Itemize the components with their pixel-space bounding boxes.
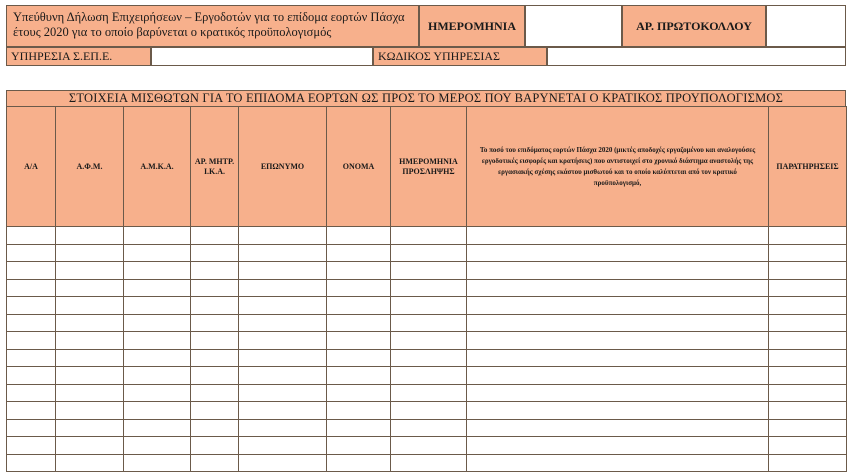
table-row: [7, 244, 847, 262]
table-cell-name[interactable]: [327, 279, 391, 297]
table-cell-amka[interactable]: [124, 349, 191, 367]
table-cell-remarks[interactable]: [769, 262, 847, 280]
table-cell-hire-date[interactable]: [391, 297, 467, 315]
column-header-afm: Α.Φ.Μ.: [56, 107, 124, 227]
table-cell-hire-date[interactable]: [391, 437, 467, 455]
table-cell-remarks[interactable]: [769, 419, 847, 437]
table-cell-aa[interactable]: [7, 454, 56, 472]
table-cell-allowance-amount[interactable]: [467, 227, 769, 245]
table-cell-afm[interactable]: [56, 279, 124, 297]
table-cell-name[interactable]: [327, 314, 391, 332]
table-cell-name[interactable]: [327, 402, 391, 420]
table-cell-aa[interactable]: [7, 402, 56, 420]
table-cell-amka[interactable]: [124, 262, 191, 280]
table-cell-afm[interactable]: [56, 349, 124, 367]
table-cell-hire-date[interactable]: [391, 314, 467, 332]
table-cell-remarks[interactable]: [769, 227, 847, 245]
date-field[interactable]: [525, 5, 622, 47]
table-cell-surname[interactable]: [239, 437, 327, 455]
table-cell-surname[interactable]: [239, 367, 327, 385]
table-cell-aa[interactable]: [7, 332, 56, 350]
table-cell-amka[interactable]: [124, 314, 191, 332]
table-cell-amka[interactable]: [124, 297, 191, 315]
table-cell-hire-date[interactable]: [391, 349, 467, 367]
table-cell-hire-date[interactable]: [391, 384, 467, 402]
table-cell-aa[interactable]: [7, 297, 56, 315]
table-cell-hire-date[interactable]: [391, 454, 467, 472]
table-cell-name[interactable]: [327, 367, 391, 385]
table-cell-surname[interactable]: [239, 384, 327, 402]
table-cell-aa[interactable]: [7, 227, 56, 245]
table-cell-hire-date[interactable]: [391, 262, 467, 280]
form-title: Υπεύθυνη Δήλωση Επιχειρήσεων – Εργοδοτών για το επίδομα εορτών Πάσχα έτους 2020 για το οποίο βαρύνεται ο κρατικός προϋπολογισμός: [6, 5, 419, 47]
table-row: [7, 297, 847, 315]
table-cell-name[interactable]: [327, 297, 391, 315]
table-cell-hire-date[interactable]: [391, 244, 467, 262]
table-cell-afm[interactable]: [56, 419, 124, 437]
table-cell-allowance-amount[interactable]: [467, 244, 769, 262]
table-cell-allowance-amount[interactable]: [467, 437, 769, 455]
table-row: [7, 419, 847, 437]
service-field[interactable]: [151, 47, 373, 66]
table-cell-ika-number[interactable]: [191, 262, 239, 280]
table-cell-hire-date[interactable]: [391, 332, 467, 350]
column-header-amka: Α.Μ.Κ.Α.: [124, 107, 191, 227]
table-row: [7, 332, 847, 350]
table-cell-ika-number[interactable]: [191, 367, 239, 385]
table-cell-hire-date[interactable]: [391, 279, 467, 297]
table-cell-remarks[interactable]: [769, 384, 847, 402]
table-cell-allowance-amount[interactable]: [467, 262, 769, 280]
table-cell-amka[interactable]: [124, 332, 191, 350]
table-cell-remarks[interactable]: [769, 314, 847, 332]
table-cell-name[interactable]: [327, 419, 391, 437]
table-cell-aa[interactable]: [7, 262, 56, 280]
table-cell-amka[interactable]: [124, 454, 191, 472]
table-cell-afm[interactable]: [56, 227, 124, 245]
table-cell-surname[interactable]: [239, 349, 327, 367]
table-cell-allowance-amount[interactable]: [467, 402, 769, 420]
table-cell-ika-number[interactable]: [191, 384, 239, 402]
table-row: [7, 367, 847, 385]
table-cell-surname[interactable]: [239, 244, 327, 262]
table-cell-name[interactable]: [327, 437, 391, 455]
table-row: [7, 402, 847, 420]
table-cell-allowance-amount[interactable]: [467, 279, 769, 297]
table-cell-afm[interactable]: [56, 384, 124, 402]
table-cell-allowance-amount[interactable]: [467, 314, 769, 332]
table-cell-remarks[interactable]: [769, 297, 847, 315]
table-cell-remarks[interactable]: [769, 437, 847, 455]
table-cell-remarks[interactable]: [769, 244, 847, 262]
column-header-surname: ΕΠΩΝΥΜΟ: [239, 107, 327, 227]
table-cell-surname[interactable]: [239, 262, 327, 280]
table-cell-ika-number[interactable]: [191, 454, 239, 472]
table-row: [7, 227, 847, 245]
table-cell-ika-number[interactable]: [191, 297, 239, 315]
table-cell-name[interactable]: [327, 384, 391, 402]
table-cell-ika-number[interactable]: [191, 332, 239, 350]
table-cell-name[interactable]: [327, 244, 391, 262]
table-cell-allowance-amount[interactable]: [467, 297, 769, 315]
column-header-aa: Α/Α: [7, 107, 56, 227]
table-cell-surname[interactable]: [239, 402, 327, 420]
table-cell-afm[interactable]: [56, 297, 124, 315]
table-cell-ika-number[interactable]: [191, 279, 239, 297]
table-cell-amka[interactable]: [124, 437, 191, 455]
table-cell-allowance-amount[interactable]: [467, 419, 769, 437]
table-cell-amka[interactable]: [124, 419, 191, 437]
table-cell-aa[interactable]: [7, 437, 56, 455]
table-cell-ika-number[interactable]: [191, 402, 239, 420]
table-cell-name[interactable]: [327, 454, 391, 472]
table-cell-surname[interactable]: [239, 314, 327, 332]
table-cell-hire-date[interactable]: [391, 227, 467, 245]
table-cell-surname[interactable]: [239, 297, 327, 315]
table-cell-aa[interactable]: [7, 367, 56, 385]
column-header-hire-date: ΗΜΕΡΟΜΗΝΙΑ ΠΡΟΣΛΗΨΗΣ: [391, 107, 467, 227]
table-row: [7, 454, 847, 472]
table-cell-ika-number[interactable]: [191, 227, 239, 245]
table-cell-amka[interactable]: [124, 402, 191, 420]
table-row: [7, 349, 847, 367]
table-row: [7, 437, 847, 455]
table-cell-surname[interactable]: [239, 332, 327, 350]
service-label: ΥΠΗΡΕΣΙΑ Σ.ΕΠ.Ε.: [6, 47, 151, 66]
table-cell-allowance-amount[interactable]: [467, 332, 769, 350]
table-row: [7, 262, 847, 280]
date-label: ΗΜΕΡΟΜΗΝΙΑ: [419, 5, 525, 47]
table-cell-afm[interactable]: [56, 332, 124, 350]
table-cell-allowance-amount[interactable]: [467, 349, 769, 367]
service-code-label: ΚΩΔΙΚΟΣ ΥΠΗΡΕΣΙΑΣ: [373, 47, 547, 66]
table-cell-ika-number[interactable]: [191, 419, 239, 437]
table-cell-remarks[interactable]: [769, 349, 847, 367]
table-cell-afm[interactable]: [56, 244, 124, 262]
table-cell-ika-number[interactable]: [191, 314, 239, 332]
table-cell-surname[interactable]: [239, 227, 327, 245]
table-cell-afm[interactable]: [56, 402, 124, 420]
table-cell-name[interactable]: [327, 349, 391, 367]
table-cell-ika-number[interactable]: [191, 349, 239, 367]
table-cell-amka[interactable]: [124, 279, 191, 297]
table-cell-aa[interactable]: [7, 279, 56, 297]
table-row: [7, 279, 847, 297]
table-cell-amka[interactable]: [124, 244, 191, 262]
employees-table-title: ΣΤΟΙΧΕΙΑ ΜΙΣΘΩΤΩΝ ΓΙΑ ΤΟ ΕΠΙΔΟΜΑ ΕΟΡΤΩΝ ΩΣ ΠΡΟΣ ΤΟ ΜΕΡΟΣ ΠΟΥ ΒΑΡΥΝΕΤΑΙ Ο ΚΡΑΤΙΚΟΣ ΠΡΟΥΠΟΛΟΓΙΣΜΟΣ: [6, 90, 846, 107]
table-cell-aa[interactable]: [7, 314, 56, 332]
table-cell-remarks[interactable]: [769, 367, 847, 385]
protocol-number-label: ΑΡ. ΠΡΩΤΟΚΟΛΛΟΥ: [622, 5, 766, 47]
table-cell-surname[interactable]: [239, 279, 327, 297]
table-cell-aa[interactable]: [7, 244, 56, 262]
table-cell-afm[interactable]: [56, 314, 124, 332]
table-cell-afm[interactable]: [56, 454, 124, 472]
table-cell-amka[interactable]: [124, 367, 191, 385]
table-cell-ika-number[interactable]: [191, 437, 239, 455]
table-cell-name[interactable]: [327, 262, 391, 280]
table-cell-surname[interactable]: [239, 454, 327, 472]
table-cell-hire-date[interactable]: [391, 402, 467, 420]
table-cell-remarks[interactable]: [769, 402, 847, 420]
table-cell-afm[interactable]: [56, 262, 124, 280]
employees-table: [6, 106, 847, 472]
column-header-remarks: ΠΑΡΑΤΗΡΗΣΕΙΣ: [769, 107, 847, 227]
table-cell-remarks[interactable]: [769, 454, 847, 472]
table-cell-ika-number[interactable]: [191, 244, 239, 262]
table-cell-aa[interactable]: [7, 384, 56, 402]
table-body: [7, 227, 847, 472]
table-cell-allowance-amount[interactable]: [467, 367, 769, 385]
table-cell-remarks[interactable]: [769, 279, 847, 297]
column-header-ika-number: ΑΡ. ΜΗΤΡ. Ι.Κ.Α.: [191, 107, 239, 227]
table-cell-name[interactable]: [327, 227, 391, 245]
table-header-row: [7, 107, 847, 227]
table-cell-hire-date[interactable]: [391, 367, 467, 385]
table-cell-amka[interactable]: [124, 227, 191, 245]
column-header-allowance-amount: Το ποσό του επιδόματος εορτών Πάσχα 2020 (μικτές αποδοχές εργαζομένου και αναλογούσες εργοδοτικές εισφορές και κρατήσεις) που αντιστοιχεί στο χρονικό διάστημα αναστολής της εργασιακής σχέσης εκάστου μισθωτού και το οποίο καλύπτεται από τον κρατικό προϋπολογισμό,: [467, 107, 769, 227]
table-cell-allowance-amount[interactable]: [467, 384, 769, 402]
table-cell-hire-date[interactable]: [391, 419, 467, 437]
table-cell-aa[interactable]: [7, 349, 56, 367]
service-code-field[interactable]: [547, 47, 846, 66]
table-cell-name[interactable]: [327, 332, 391, 350]
table-cell-aa[interactable]: [7, 419, 56, 437]
protocol-number-field[interactable]: [766, 5, 846, 47]
table-cell-remarks[interactable]: [769, 332, 847, 350]
table-row: [7, 384, 847, 402]
table-cell-afm[interactable]: [56, 437, 124, 455]
table-cell-amka[interactable]: [124, 384, 191, 402]
table-cell-surname[interactable]: [239, 419, 327, 437]
column-header-name: ΟΝΟΜΑ: [327, 107, 391, 227]
table-cell-afm[interactable]: [56, 367, 124, 385]
table-row: [7, 314, 847, 332]
table-cell-allowance-amount[interactable]: [467, 454, 769, 472]
